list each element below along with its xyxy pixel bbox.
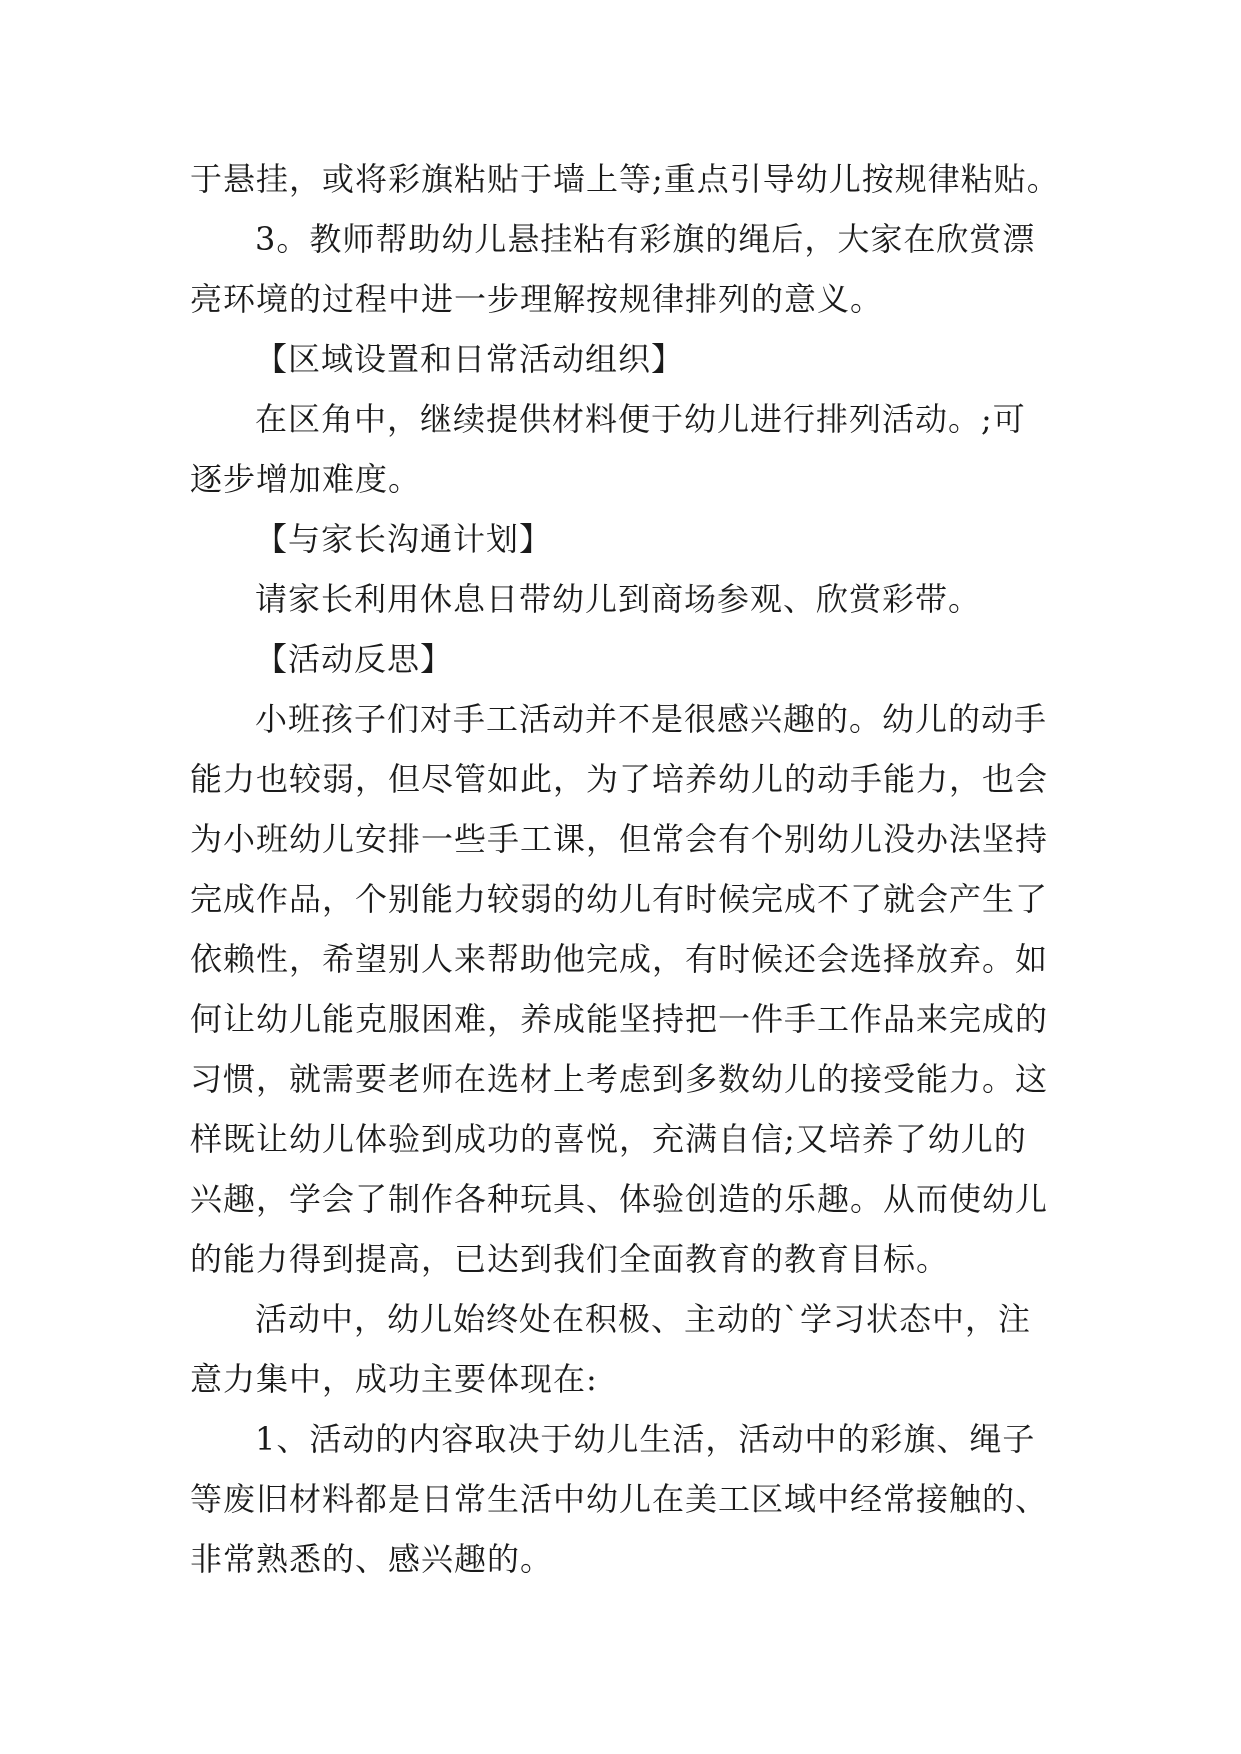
- text-line: 请家长利用休息日带幼儿到商场参观、欣赏彩带。: [255, 580, 982, 618]
- text-line: 逐步增加难度。: [190, 460, 422, 498]
- text-line: 依赖性，希望别人来帮助他完成，有时候还会选择放弃。如: [190, 940, 1049, 978]
- text-line: 意力集中，成功主要体现在:: [190, 1360, 598, 1398]
- text-line: 非常熟悉的、感兴趣的。: [190, 1540, 554, 1578]
- text-line: 为小班幼儿安排一些手工课，但常会有个别幼儿没办法坚持: [190, 820, 1049, 858]
- text-line: 习惯，就需要老师在选材上考虑到多数幼儿的接受能力。这: [190, 1060, 1049, 1098]
- section-heading: 【与家长沟通计划】: [255, 520, 553, 558]
- text-line: 的能力得到提高，已达到我们全面教育的教育目标。: [190, 1240, 950, 1278]
- text-line: 何让幼儿能克服困难，养成能坚持把一件手工作品来完成的: [190, 1000, 1049, 1038]
- text-line: 1、活动的内容取决于幼儿生活，活动中的彩旗、绳子: [255, 1420, 1036, 1458]
- text-line: 3。教师帮助幼儿悬挂粘有彩旗的绳后，大家在欣赏漂: [255, 220, 1036, 258]
- text-line: 于悬挂，或将彩旗粘贴于墙上等;重点引导幼儿按规律粘贴。: [190, 160, 1060, 198]
- text-line: 在区角中，继续提供材料便于幼儿进行排列活动。;可: [255, 400, 1026, 438]
- text-line: 能力也较弱，但尽管如此，为了培养幼儿的动手能力，也会: [190, 760, 1049, 798]
- text-line: 活动中，幼儿始终处在积极、主动的`学习状态中，注: [255, 1300, 1032, 1338]
- text-line: 兴趣，学会了制作各种玩具、体验创造的乐趣。从而使幼儿: [190, 1180, 1049, 1218]
- text-line: 亮环境的过程中进一步理解按规律排列的意义。: [190, 280, 884, 318]
- text-line: 等废旧材料都是日常生活中幼儿在美工区域中经常接触的、: [190, 1480, 1049, 1518]
- text-line: 完成作品，个别能力较弱的幼儿有时候完成不了就会产生了: [190, 880, 1049, 918]
- text-line: 样既让幼儿体验到成功的喜悦，充满自信;又培养了幼儿的: [190, 1120, 1027, 1158]
- section-heading: 【活动反思】: [255, 640, 454, 678]
- text-line: 小班孩子们对手工活动并不是很感兴趣的。幼儿的动手: [255, 700, 1048, 738]
- section-heading: 【区域设置和日常活动组织】: [255, 340, 685, 378]
